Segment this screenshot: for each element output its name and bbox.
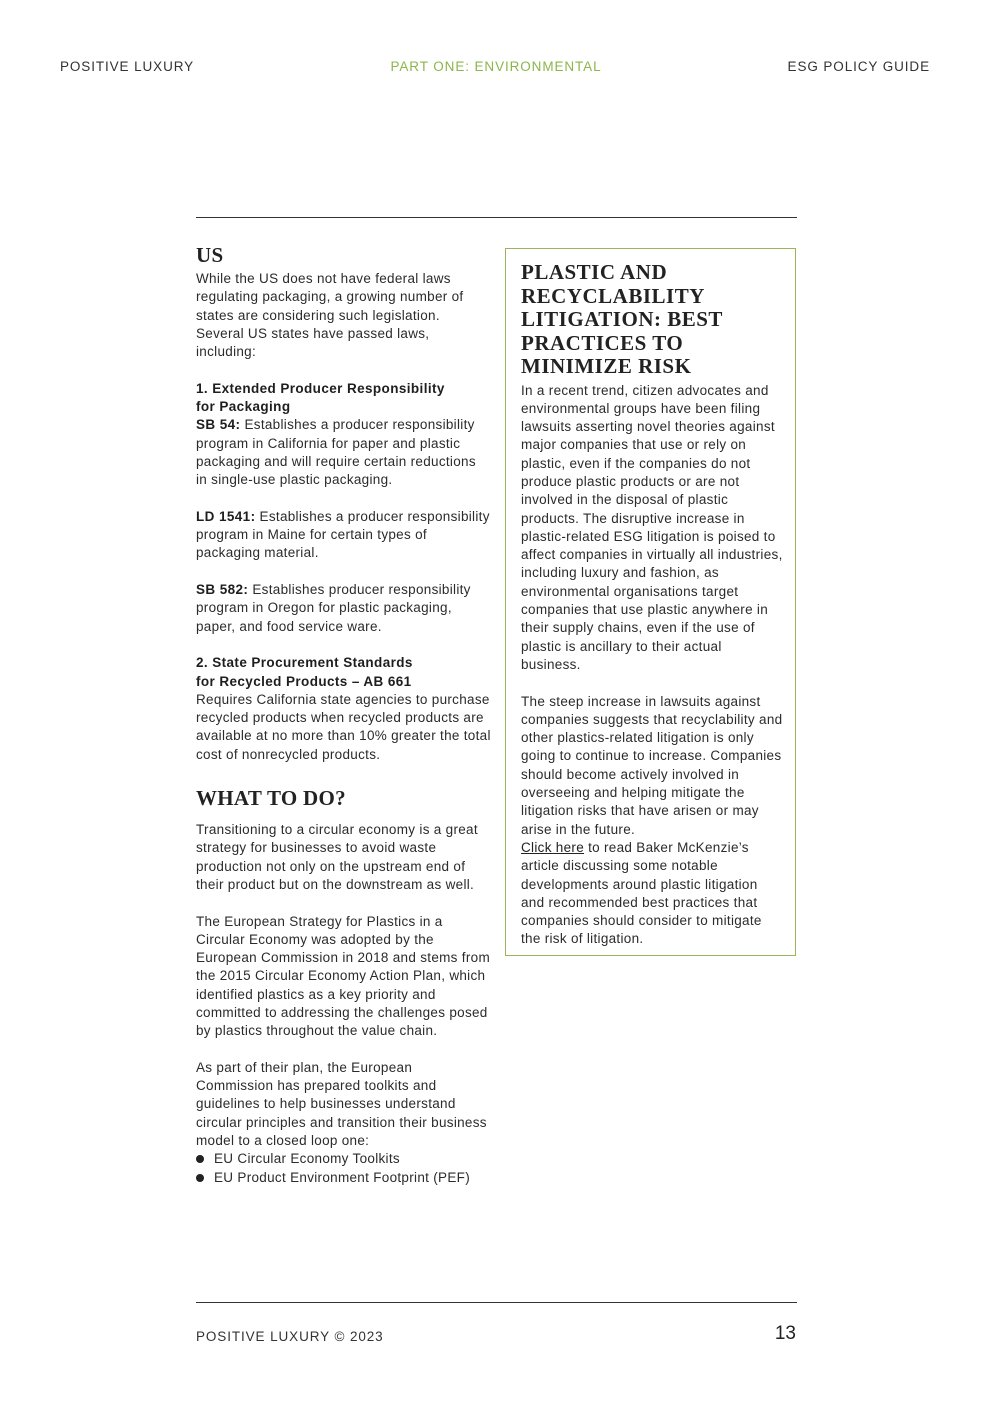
ld1541-label: LD 1541: xyxy=(196,508,256,524)
item1-title: 1. Extended Producer Responsibility for Packaging xyxy=(196,380,445,415)
box-paragraph-2: The steep increase in lawsuits against companies suggests that recyclability and other plastics-related litigation is only going to continue to increase. Companies should become actively involved in overseeing and helping mitigate the litigation risks that have arisen or may arise in the future. xyxy=(521,693,783,837)
ld1541-paragraph: LD 1541: Establishes a producer responsibility program in Maine for certain types of packaging material. xyxy=(196,508,490,561)
what-paragraph-3: As part of their plan, the European Commission has prepared toolkits and guidelines to help businesses understand circular principles and transition their business model to a closed loop one: xyxy=(196,1059,487,1149)
sb582-label: SB 582: xyxy=(196,582,249,598)
us-heading: US xyxy=(196,243,224,267)
sb54-label: SB 54: xyxy=(196,417,241,433)
box-paragraph-3: Click here to read Baker McKenzie’s article discussing some notable developments around plastic litigation and recommended best practices that companies should consider to mitigate the risk of litigation. xyxy=(521,839,762,947)
box-title: PLASTIC AND RECYCLABILITY LITIGATION: BEST PRACTICES TO MINIMIZE RISK xyxy=(521,260,723,378)
us-intro: While the US does not have federal laws regulating packaging, a growing number of states are considering such legislation. Several US states have passed laws, including: xyxy=(196,271,464,360)
item2-title: 2. State Procurement Standards for Recycled Products – AB 661 xyxy=(196,655,413,689)
box-paragraph-1: In a recent trend, citizen advocates and environmental groups have been filing lawsuits asserting novel theories against major companies that use or rely on plastic, even if the companies do not produce plastic products or are not involved in the disposal of plastic products. The disruptive increase in plastic-related ESG litigation is poised to affect companies in virtually all industries, including luxury and fashion, as environmental organisations target companies that use plastic anywhere in their supply chains, even if the use of plastic is ancillary to their actual business. xyxy=(521,382,783,672)
what-paragraph-1: Transitioning to a circular economy is a great strategy for businesses to avoid waste production not only on the upstream end of their product but on the downstream as well. xyxy=(196,822,478,892)
header-section: PART ONE: ENVIRONMENTAL xyxy=(390,59,602,74)
bullet-icon xyxy=(196,1155,204,1163)
list-item: EU Product Environment Footprint (PEF) xyxy=(196,1169,491,1187)
what-to-do-heading: WHAT TO DO? xyxy=(196,786,346,811)
sb54-paragraph: SB 54: Establishes a producer responsibility program in California for paper and plastic packaging and will require certain reductions in single-use plastic packaging. xyxy=(196,417,476,488)
click-here-link[interactable]: Click here xyxy=(521,839,585,855)
bottom-divider xyxy=(196,1302,797,1303)
header-guide-title: ESG POLICY GUIDE xyxy=(787,59,930,74)
page-header xyxy=(0,59,992,77)
item2-text: Requires California state agencies to purchase recycled products when recycled products are available at no more than 10% greater the total cost of nonrecycled products. xyxy=(196,691,491,762)
sb582-paragraph: SB 582: Establishes producer responsibility program in Oregon for plastic packaging, paper, and food service ware. xyxy=(196,582,471,634)
header-brand: POSITIVE LUXURY xyxy=(60,59,195,74)
litigation-sidebar-box xyxy=(505,248,796,956)
footer-copyright: POSITIVE LUXURY © 2023 xyxy=(196,1329,384,1344)
top-divider xyxy=(196,217,797,218)
toolkit-list xyxy=(196,1150,491,1187)
page-number: 13 xyxy=(774,1323,796,1344)
left-column xyxy=(196,243,491,1187)
what-paragraph-2: The European Strategy for Plastics in a Circular Economy was adopted by the European Commission in 2018 and stems from the 2015 Circular Economy Action Plan, which identified plastics as a key priority and committed to addressing the challenges posed by plastics throughout the value chain. xyxy=(196,913,490,1039)
list-item: EU Circular Economy Toolkits xyxy=(196,1150,491,1168)
bullet-icon xyxy=(196,1174,204,1182)
